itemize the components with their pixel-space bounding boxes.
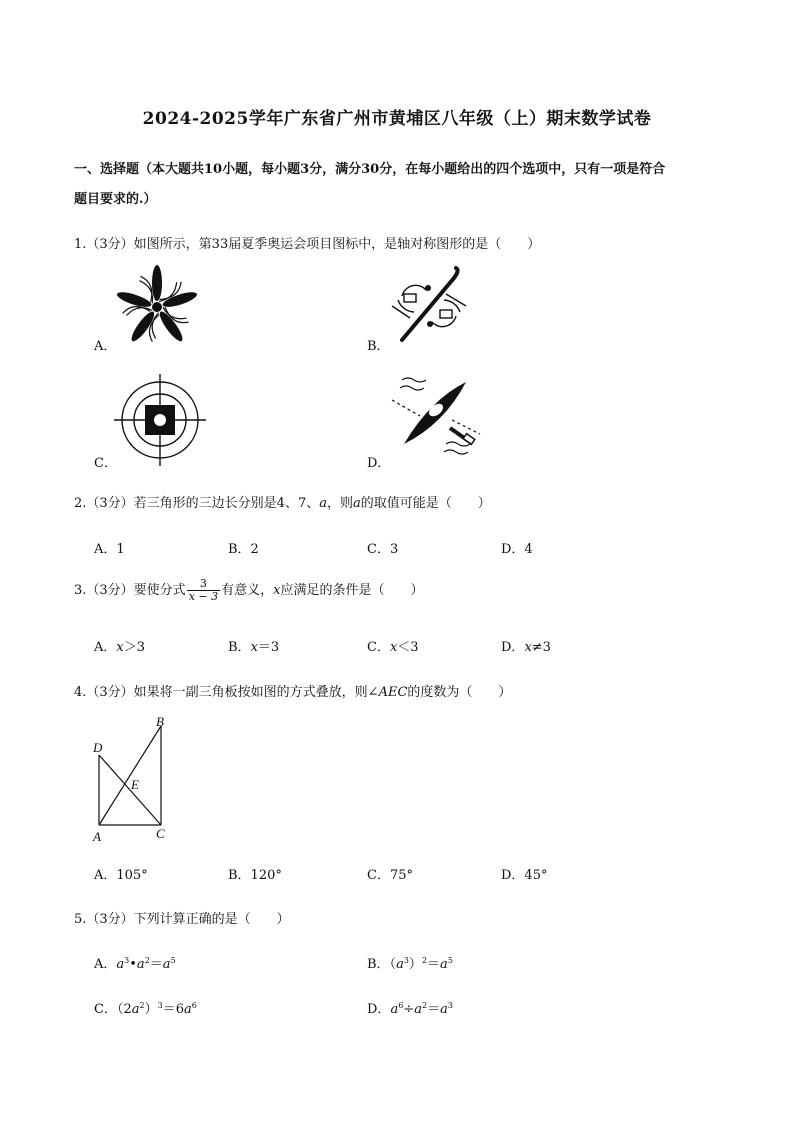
q5-a-eq: ＝ [149,957,163,972]
q5-d-exp1: 6 [398,1001,404,1010]
q3-option-c-var: x [389,640,398,655]
q4-angle-name: AEC [378,685,408,700]
question-5-stem: 5.（3分）下列计算正确的是（ ） [74,912,290,927]
fencing-figure [384,266,474,348]
q2-option-c: C．3 [367,542,399,557]
q2-stem-text-a: 2.（3分）若三角形的三边长分别是4、7、 [74,496,320,511]
q3-fraction-numerator: 3 [187,578,220,591]
q5-option-a [94,953,176,972]
q3-option-c [367,636,419,655]
q1-option-d-label: D． [367,456,391,471]
q2-stem-text-c: 的取值可能是（ ） [360,496,491,511]
q4-option-a: A．105° [94,868,148,883]
q3-option-c-prefix: C． [367,640,390,655]
q5-option-b [367,953,453,972]
q4-option-d: D．45° [501,868,548,883]
point-label-d: D [93,740,103,755]
pinwheel-figure [112,262,202,352]
q5-c-var1: a [131,1002,140,1017]
page-title: 2024-2025学年广东省广州市黄埔区八年级（上）期末数学试卷 [142,109,652,129]
q3-fraction [187,578,220,603]
point-label-c: C [156,826,165,841]
q5-c-close: ） [144,1002,158,1017]
q5-d-var1: a [390,1002,399,1017]
q5-a-exp3: 5 [170,956,176,965]
q5-b-exp1: 3 [403,956,409,965]
q4-stem-text-b: 的度数为（ ） [407,685,512,700]
point-label-b: B [156,714,164,729]
q1-option-a-label: A． [94,339,117,354]
q3-stem-text-a: 3.（3分）要使分式 [74,583,186,598]
q3-option-d-relation: ≠3 [531,640,551,655]
q5-d-eq: ＝ [427,1002,441,1017]
q3-option-b [228,636,279,655]
q3-stem-text-c: 应满足的条件是（ ） [280,583,424,598]
point-label-a: A [93,829,101,844]
q5-c-exp2: 3 [157,1001,163,1010]
q2-option-b: B．2 [228,542,259,557]
q5-option-d [367,998,453,1017]
q3-option-d [501,636,551,655]
q5-option-c [94,998,197,1017]
q5-d-exp2: 2 [421,1001,428,1010]
q2-stem-text-b: ，则 [326,496,353,511]
q5-d-var3: a [440,1002,448,1017]
q5-a-prefix: A． [94,957,117,972]
q3-option-c-relation: ＜3 [397,640,419,655]
q3-stem-text-b: 有意义， [221,583,274,598]
q3-option-d-prefix: D． [501,640,525,655]
q2-option-a: A．1 [94,542,125,557]
q3-option-d-var: x [524,640,532,655]
q5-b-var2: a [440,957,448,972]
q5-a-dot: • [129,957,137,972]
q3-option-b-prefix: B． [228,640,251,655]
q5-c-var2: a [183,1002,192,1017]
q5-d-var2: a [414,1002,422,1017]
q2-variable-repeat: a [353,496,361,511]
q5-c-exp3: 6 [191,1001,197,1010]
q5-a-exp2: 2 [144,956,150,965]
q5-d-prefix: D． [367,1002,391,1017]
target-figure [114,374,206,466]
section-heading-line1: 一、选择题（本大题共10小题，每小题3分，满分30分，在每小题给出的四个选项中，只有一项是符合 [74,162,666,177]
q5-b-exp2: 2 [421,956,428,965]
q5-c-prefix: C．（2 [94,1002,132,1017]
q5-b-prefix: B．（ [367,957,397,972]
q3-option-b-var: x [250,640,258,655]
q2-option-d: D．4 [501,542,533,557]
point-label-e: E [131,777,139,792]
canoe-figure [390,370,482,462]
q5-b-var1: a [396,957,404,972]
q5-b-close: ） [408,957,422,972]
q5-a-var1: a [116,957,125,972]
q4-stem-text-a: 4.（3分）如果将一副三角板按如图的方式叠放，则∠ [74,685,379,700]
q3-option-b-relation: ＝3 [257,640,280,655]
segment-ab [99,726,161,825]
q5-b-exp3: 5 [447,956,453,965]
q5-a-var2: a [136,957,145,972]
question-1-stem: 1.（3分）如图所示，第33届夏季奥运会项目图标中，是轴对称图形的是（ ） [74,237,541,252]
q5-c-coef: 6 [175,1002,184,1017]
q4-option-b: B．120° [228,868,282,883]
q5-d-exp3: 3 [447,1001,453,1010]
q3-option-a-var: x [116,640,124,655]
q3-option-a [94,636,145,655]
q5-a-exp1: 3 [124,956,130,965]
q5-a-var3: a [162,957,171,972]
q3-fraction-denominator: x − 3 [188,590,219,603]
q3-option-a-prefix: A． [94,640,117,655]
q1-option-c-label: C． [94,456,117,471]
q5-d-div: ÷ [403,1002,415,1017]
question-2-stem [74,492,491,511]
q5-c-eq: ＝ [162,1002,176,1017]
q3-variable: x [273,583,281,598]
q1-option-b-label: B． [367,339,390,354]
question-3-stem [74,578,423,603]
segment-dc [99,755,161,825]
triangle-board-figure [88,712,178,842]
q4-option-c: C．75° [367,868,413,883]
q3-option-a-relation: ＞3 [123,640,146,655]
q2-variable: a [319,496,327,511]
question-4-stem [74,681,511,700]
section-heading-line2: 题目要求的.） [74,192,157,207]
q5-b-eq: ＝ [427,957,441,972]
q5-c-exp1: 2 [139,1001,145,1010]
